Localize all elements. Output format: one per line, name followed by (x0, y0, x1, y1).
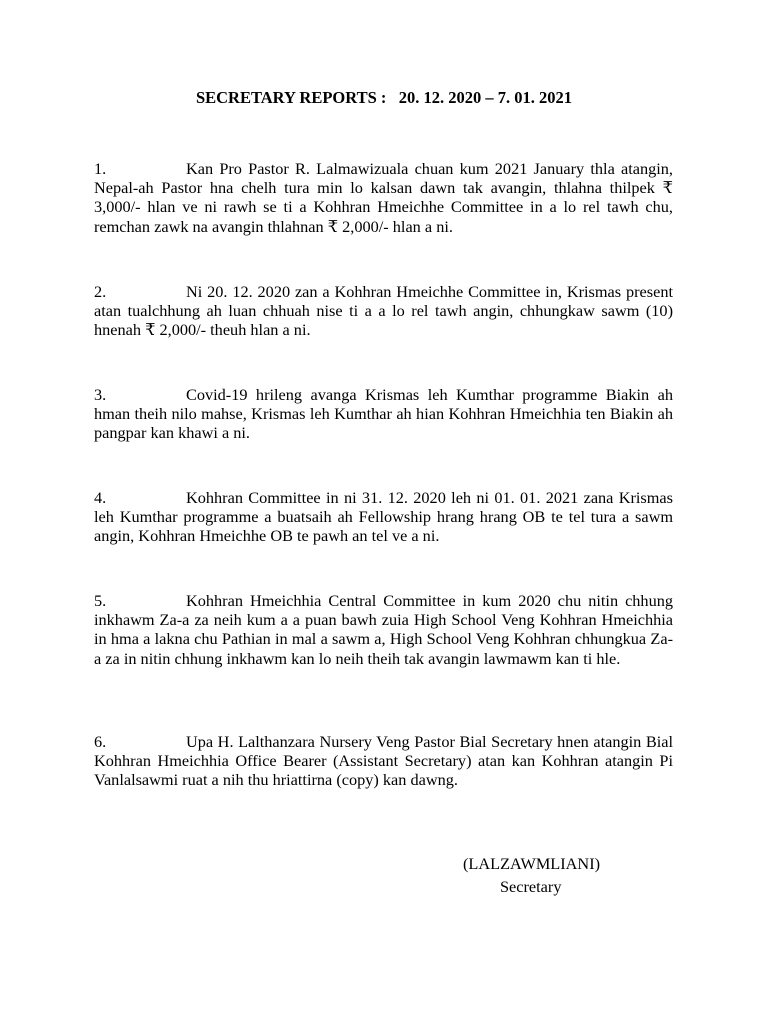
report-item-4 (94, 488, 673, 546)
item-number: 1. (94, 159, 107, 178)
report-title: SECRETARY REPORTS : 20. 12. 2020 – 7. 01. 2021 (195, 88, 573, 107)
report-item-3 (94, 385, 673, 443)
item-number: 3. (94, 385, 107, 404)
item-text: Covid-19 hrileng avanga Krismas leh Kumthar programme Biakin ah hman theih nilo mahse, Krismas leh Kumthar ah hian Kohhran Hmeichhia ten Biakin ah pangpar kan khawi a ni. (94, 385, 673, 443)
signatory-title: Secretary (500, 877, 562, 896)
item-text: Kohhran Committee in ni 31. 12. 2020 leh ni 01. 01. 2021 zana Krismas leh Kumthar programme a buatsaih ah Fellowship hrang hrang OB te tel tura a sawm angin, Kohhran Hmeichhe OB te pawh an tel ve a ni. (94, 488, 673, 546)
item-number: 4. (94, 488, 107, 507)
item-text: Kohhran Hmeichhia Central Committee in kum 2020 chu nitin chhung inkhawm Za-a za neih kum a a puan bawh zuia High School Veng Kohhran Hmeichhia in hma a lakna chu Pathian in mal a sawm a, High School Veng Kohhran chhungkua Za-a za in nitin chhung inkhawm kan lo neih theih tak avangin lawmawm kan ti hle. (94, 591, 673, 668)
item-text: Ni 20. 12. 2020 zan a Kohhran Hmeichhe Committee in, Krismas present atan tualchhung ah luan chhuah nise ti a a lo rel tawh angin, chhungkaw sawm (10) hnenah ₹ 2,000/- theuh hlan a ni. (94, 282, 673, 340)
signatory-name: (LALZAWMLIANI) (463, 854, 601, 873)
item-text: Kan Pro Pastor R. Lalmawizuala chuan kum 2021 January thla atangin, Nepal-ah Pastor hna chelh tura min lo kalsan dawn tak avangin, thlahna thilpek ₹ 3,000/- hlan ve ni rawh se ti a Kohhran Hmeichhe Committee in a lo rel tawh chu, remchan zawk na avangin thlahnan ₹ 2,000/- hlan a ni. (94, 159, 673, 236)
item-text: Upa H. Lalthanzara Nursery Veng Pastor Bial Secretary hnen atangin Bial Kohhran Hmeichhia Office Bearer (Assistant Secretary) atan kan Kohhran atangin Pi Vanlalsawmi ruat a nih thu hriattirna (copy) kan dawng. (94, 732, 673, 790)
report-item-1 (94, 159, 673, 236)
report-item-5 (94, 591, 673, 668)
item-number: 6. (94, 732, 107, 751)
report-item-2 (94, 282, 673, 340)
item-number: 2. (94, 282, 107, 301)
item-number: 5. (94, 591, 107, 610)
report-item-6 (94, 732, 673, 790)
